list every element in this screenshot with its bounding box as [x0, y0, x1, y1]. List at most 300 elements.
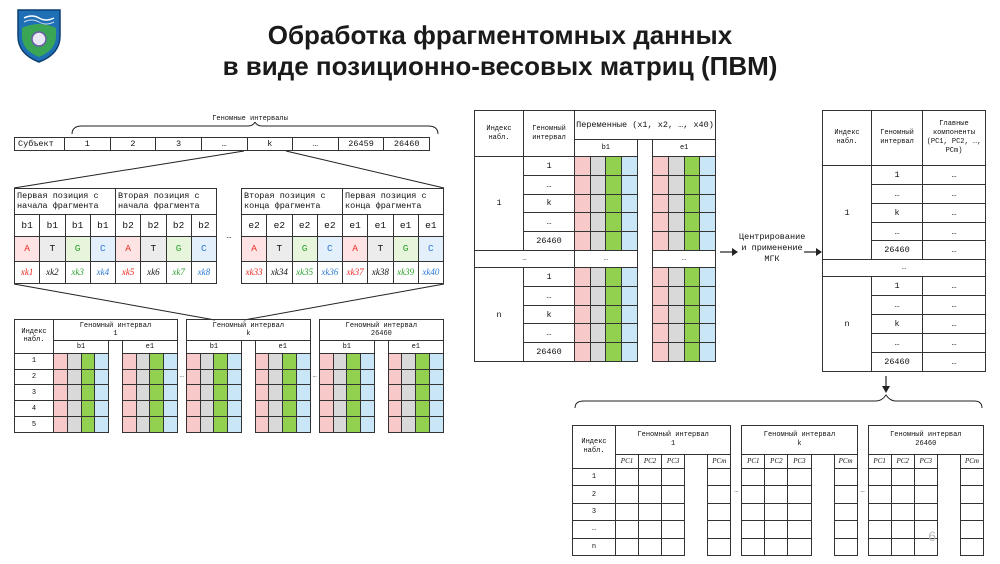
sub-ellipsis — [374, 341, 388, 433]
weight-cell — [621, 324, 637, 343]
pc-value: … — [923, 165, 986, 184]
weight-cell — [388, 353, 402, 369]
title-line-2: в виде позиционно-весовых матриц (ПВМ) — [222, 51, 778, 81]
weight-cell — [150, 369, 164, 385]
weight-cell — [297, 385, 311, 401]
frag-code: e2 — [267, 214, 292, 236]
frag-x: xk1 — [15, 261, 40, 283]
pc-cell — [891, 521, 914, 538]
intervals-brace — [70, 122, 440, 136]
weight-cell — [653, 287, 669, 306]
sub-e1: e1 — [122, 341, 177, 354]
pc-header: PC3 — [662, 454, 685, 468]
weight-cell — [684, 194, 700, 213]
weight-cell — [575, 213, 591, 232]
weight-cell — [95, 353, 109, 369]
group-ellipsis: … — [731, 426, 742, 556]
weight-cell — [150, 353, 164, 369]
weight-cell — [402, 417, 416, 433]
weight-cell — [347, 369, 361, 385]
interval-value: … — [524, 324, 575, 343]
weight-cell — [214, 401, 228, 417]
pc-cell — [960, 521, 983, 538]
sub-b1: b1 — [319, 341, 374, 354]
weight-cell — [653, 232, 669, 251]
frag-code: b2 — [166, 214, 191, 236]
frag-base: G — [166, 237, 191, 262]
weight-cell — [621, 305, 637, 324]
pc-cell — [891, 486, 914, 503]
weight-cell — [95, 417, 109, 433]
frag-x: xk40 — [418, 261, 443, 283]
weight-cell — [255, 369, 269, 385]
weight-cell — [606, 305, 622, 324]
frag-base: T — [368, 237, 393, 262]
row-ellipsis: … — [575, 250, 638, 268]
t2-table — [474, 110, 716, 362]
interval-group-header — [319, 320, 443, 341]
weight-cell — [388, 401, 402, 417]
weight-cell — [653, 157, 669, 176]
obs-interval-matrix — [14, 319, 444, 433]
pc-cell — [788, 486, 811, 503]
weight-cell — [700, 324, 716, 343]
t5-table — [572, 425, 984, 556]
weight-cell — [361, 385, 375, 401]
frag-x: xk3 — [65, 261, 90, 283]
frag-base: G — [393, 237, 418, 262]
weight-cell — [319, 417, 333, 433]
weight-cell — [164, 385, 178, 401]
weight-cell — [255, 353, 269, 369]
frag-x: xk4 — [90, 261, 115, 283]
interval-header: Геномный интервал — [872, 111, 923, 166]
pc-cell — [708, 486, 731, 503]
variables-matrix — [474, 110, 716, 362]
weight-cell — [297, 369, 311, 385]
weight-cell — [668, 175, 684, 194]
pc-cell — [639, 486, 662, 503]
interval-value: … — [872, 296, 923, 315]
weight-cell — [575, 287, 591, 306]
t4-table — [822, 110, 986, 372]
interval-value: … — [872, 184, 923, 203]
index-header: Индекс набл. — [15, 320, 54, 354]
interval-group-header — [616, 426, 731, 455]
weight-cell — [54, 369, 68, 385]
pc-header: PC2 — [765, 454, 788, 468]
pc-cell — [765, 503, 788, 520]
weight-cell — [150, 401, 164, 417]
t3-table — [14, 319, 444, 433]
weight-cell — [606, 232, 622, 251]
interval-value: 26460 — [524, 232, 575, 251]
weight-cell — [416, 417, 430, 433]
interval-value: … — [872, 334, 923, 353]
weight-cell — [122, 353, 136, 369]
weight-cell — [429, 353, 443, 369]
frag-base: G — [292, 237, 317, 262]
pc-cell — [662, 468, 685, 485]
row-index: 2 — [573, 486, 616, 503]
weight-cell — [590, 213, 606, 232]
fragment-table — [14, 188, 444, 284]
pc-cell — [616, 503, 639, 520]
weight-cell — [606, 194, 622, 213]
weight-cell — [361, 353, 375, 369]
weight-cell — [668, 232, 684, 251]
weight-cell — [228, 353, 242, 369]
weight-cell — [700, 194, 716, 213]
frag-x: xk35 — [292, 261, 317, 283]
weight-cell — [269, 401, 283, 417]
weight-cell — [700, 157, 716, 176]
pc-cell — [788, 503, 811, 520]
interval-num: k — [797, 439, 802, 448]
pc-cell — [765, 538, 788, 555]
weight-cell — [606, 213, 622, 232]
weight-cell — [700, 305, 716, 324]
row-ellipsis: … — [653, 250, 716, 268]
weight-cell — [95, 385, 109, 401]
pc-header: PC1 — [742, 454, 765, 468]
weight-cell — [54, 417, 68, 433]
weight-cell — [214, 417, 228, 433]
interval-group-header — [186, 320, 310, 341]
weight-cell — [606, 157, 622, 176]
page-number: 6 — [928, 528, 936, 544]
interval-value: 26460 — [872, 241, 923, 260]
weight-cell — [164, 417, 178, 433]
weight-cell — [122, 401, 136, 417]
pc-ellipsis — [811, 454, 834, 555]
weight-cell — [653, 343, 669, 362]
pc-cell — [960, 486, 983, 503]
sub-e1: e1 — [255, 341, 310, 354]
weight-cell — [164, 353, 178, 369]
weight-cell — [684, 175, 700, 194]
frag-code: e2 — [242, 214, 267, 236]
weight-cell — [269, 369, 283, 385]
interval-value: 1 — [872, 165, 923, 184]
pc-cell — [834, 521, 857, 538]
group-ellipsis: … — [177, 320, 186, 433]
row-index: 1 — [573, 468, 616, 485]
frag-group-1: Первая позиция с начала фрагмента — [15, 189, 116, 215]
weight-cell — [575, 157, 591, 176]
weight-cell — [269, 417, 283, 433]
pc-cell — [891, 503, 914, 520]
pc-cell — [834, 538, 857, 555]
pc-cell — [639, 503, 662, 520]
frag-x: xk38 — [368, 261, 393, 283]
frag-base: A — [116, 237, 141, 262]
interval-value: 1 — [524, 157, 575, 176]
pc-cell — [960, 538, 983, 555]
weight-cell — [136, 417, 150, 433]
weight-cell — [606, 175, 622, 194]
pc-value: … — [923, 184, 986, 203]
pc-header: PC3 — [914, 454, 937, 468]
weight-cell — [429, 417, 443, 433]
frag-x: xk34 — [267, 261, 292, 283]
down-arrow-brace — [570, 374, 990, 410]
pc-cell — [708, 468, 731, 485]
weight-cell — [684, 324, 700, 343]
interval-name: Геномный интервал — [212, 322, 285, 331]
weight-cell — [575, 324, 591, 343]
weight-cell — [200, 369, 214, 385]
weight-cell — [186, 401, 200, 417]
frag-ellipsis: … — [217, 189, 242, 284]
pc-cell — [834, 486, 857, 503]
frag-code: b2 — [191, 214, 216, 236]
pc-cell — [708, 521, 731, 538]
weight-cell — [402, 369, 416, 385]
row-ellipsis: … — [475, 250, 575, 268]
weight-cell — [700, 175, 716, 194]
weight-cell — [228, 385, 242, 401]
frag-code: e2 — [317, 214, 342, 236]
pc-cell — [914, 468, 937, 485]
weight-cell — [297, 401, 311, 417]
weight-cell — [136, 353, 150, 369]
frag-code: b1 — [40, 214, 65, 236]
row-index: … — [573, 521, 616, 538]
interval-cell: k — [247, 138, 293, 151]
frag-x: xk33 — [242, 261, 267, 283]
pc-header: PCm — [708, 454, 731, 468]
pc-value: … — [923, 352, 986, 371]
frag-x: xk36 — [317, 261, 342, 283]
weight-cell — [200, 353, 214, 369]
weight-cell — [653, 213, 669, 232]
weight-cell — [164, 401, 178, 417]
weight-cell — [347, 417, 361, 433]
weight-cell — [429, 369, 443, 385]
row-index: 1 — [15, 353, 54, 369]
interval-value: 1 — [872, 277, 923, 296]
weight-cell — [333, 369, 347, 385]
interval-value: 26460 — [872, 352, 923, 371]
pc-cell — [960, 468, 983, 485]
frag-code: b2 — [141, 214, 166, 236]
weight-cell — [95, 369, 109, 385]
weight-cell — [297, 353, 311, 369]
row-index: 4 — [15, 401, 54, 417]
frag-base: A — [242, 237, 267, 262]
weight-cell — [122, 385, 136, 401]
weight-cell — [81, 385, 95, 401]
frag-x: xk5 — [116, 261, 141, 283]
weight-cell — [590, 343, 606, 362]
weight-cell — [319, 353, 333, 369]
weight-cell — [361, 417, 375, 433]
group-ellipsis: … — [857, 426, 868, 556]
pc-cell — [834, 503, 857, 520]
weight-cell — [402, 385, 416, 401]
pc-header: PC3 — [788, 454, 811, 468]
frag-base: C — [191, 237, 216, 262]
pc-cell — [616, 486, 639, 503]
row-index: 3 — [573, 503, 616, 520]
row-index: 2 — [15, 369, 54, 385]
weight-cell — [684, 343, 700, 362]
subject-label: Субъект — [15, 138, 65, 151]
pc-cell — [616, 538, 639, 555]
weight-cell — [122, 369, 136, 385]
row-ellipsis: … — [823, 260, 986, 277]
pc-cell — [960, 503, 983, 520]
weight-cell — [136, 385, 150, 401]
pc-header: PC1 — [868, 454, 891, 468]
pc-ellipsis — [685, 454, 708, 555]
weight-cell — [653, 324, 669, 343]
weight-cell — [575, 175, 591, 194]
interval-num: 26460 — [915, 439, 937, 448]
interval-value: 26460 — [524, 343, 575, 362]
interval-value: k — [872, 203, 923, 222]
weight-cell — [668, 194, 684, 213]
weight-cell — [653, 268, 669, 287]
obs-index: 1 — [475, 157, 524, 251]
pc-cell — [742, 538, 765, 555]
pc-cell — [788, 521, 811, 538]
weight-cell — [283, 353, 297, 369]
weight-cell — [653, 194, 669, 213]
weight-cell — [684, 268, 700, 287]
pc-cell — [891, 538, 914, 555]
pc-cell — [742, 468, 765, 485]
row-index: 3 — [15, 385, 54, 401]
weight-cell — [255, 417, 269, 433]
frag-base: A — [343, 237, 368, 262]
weight-cell — [700, 232, 716, 251]
weight-cell — [54, 353, 68, 369]
weight-cell — [67, 401, 81, 417]
weight-cell — [575, 305, 591, 324]
interval-value: … — [524, 213, 575, 232]
frag-group-4: Первая позиция с конца фрагмента — [343, 189, 444, 215]
weight-cell — [621, 157, 637, 176]
weight-cell — [606, 324, 622, 343]
obs-index: n — [475, 268, 524, 362]
weight-cell — [700, 343, 716, 362]
weight-cell — [67, 369, 81, 385]
frag-base: T — [141, 237, 166, 262]
pc-cell — [868, 538, 891, 555]
weight-cell — [606, 268, 622, 287]
weight-cell — [668, 343, 684, 362]
pc-cell — [868, 503, 891, 520]
frag-code: b1 — [15, 214, 40, 236]
interval-cell: 26459 — [338, 138, 384, 151]
sub-b1: b1 — [575, 139, 638, 157]
weight-cell — [575, 343, 591, 362]
weight-cell — [402, 401, 416, 417]
pc-cell — [742, 521, 765, 538]
weight-cell — [402, 353, 416, 369]
pca-label: Центрирование и применение МГК — [739, 232, 806, 264]
weight-cell — [347, 401, 361, 417]
intervals-header: Геномные интервалы — [212, 115, 288, 123]
weight-cell — [388, 417, 402, 433]
weight-cell — [54, 401, 68, 417]
interval-cell: … — [201, 138, 247, 151]
weight-cell — [228, 401, 242, 417]
pc-value: … — [923, 222, 986, 241]
weight-cell — [361, 401, 375, 417]
pc-cell — [788, 468, 811, 485]
pc-cell — [616, 521, 639, 538]
frag-code: b2 — [116, 214, 141, 236]
sub-ellipsis — [109, 341, 123, 433]
weight-cell — [81, 353, 95, 369]
weight-cell — [621, 268, 637, 287]
interval-cell: 3 — [156, 138, 202, 151]
frag-base: C — [418, 237, 443, 262]
weight-cell — [575, 232, 591, 251]
weight-cell — [333, 417, 347, 433]
weight-cell — [668, 305, 684, 324]
pc-cell — [914, 503, 937, 520]
weight-cell — [668, 268, 684, 287]
weight-cell — [319, 385, 333, 401]
weight-cell — [668, 287, 684, 306]
weight-cell — [186, 385, 200, 401]
weight-cell — [575, 194, 591, 213]
weight-cell — [668, 213, 684, 232]
weight-cell — [186, 369, 200, 385]
weight-cell — [67, 353, 81, 369]
weight-cell — [653, 175, 669, 194]
pc-cell — [765, 521, 788, 538]
interval-value: 1 — [524, 268, 575, 287]
weight-cell — [590, 287, 606, 306]
interval-name: Геномный интервал — [763, 430, 836, 439]
pcs-header: Главные компоненты (PC1, PC2, …, PCm) — [923, 111, 986, 166]
pc-cell — [639, 538, 662, 555]
pc-interval-matrix — [572, 425, 984, 556]
pc-value: … — [923, 334, 986, 353]
frag-code: e1 — [368, 214, 393, 236]
pc-cell — [708, 503, 731, 520]
weight-cell — [590, 232, 606, 251]
frag-group-3: Вторая позиция с конца фрагмента — [242, 189, 343, 215]
weight-cell — [700, 287, 716, 306]
pc-matrix — [822, 110, 986, 372]
weight-cell — [200, 417, 214, 433]
weight-cell — [416, 353, 430, 369]
weight-cell — [590, 157, 606, 176]
weight-cell — [388, 385, 402, 401]
pc-header: PCm — [960, 454, 983, 468]
pc-cell — [662, 538, 685, 555]
frag-x: xk6 — [141, 261, 166, 283]
pc-cell — [788, 538, 811, 555]
interval-num: k — [246, 330, 251, 339]
index-header: Индекс набл. — [823, 111, 872, 166]
interval-name: Геномный интервал — [890, 430, 962, 439]
pc-cell — [639, 521, 662, 538]
weight-cell — [347, 385, 361, 401]
weight-cell — [590, 194, 606, 213]
weight-cell — [81, 417, 95, 433]
row-index: 5 — [15, 417, 54, 433]
pc-header: PC2 — [891, 454, 914, 468]
frag-x: xk39 — [393, 261, 418, 283]
sub-e1: e1 — [653, 139, 716, 157]
